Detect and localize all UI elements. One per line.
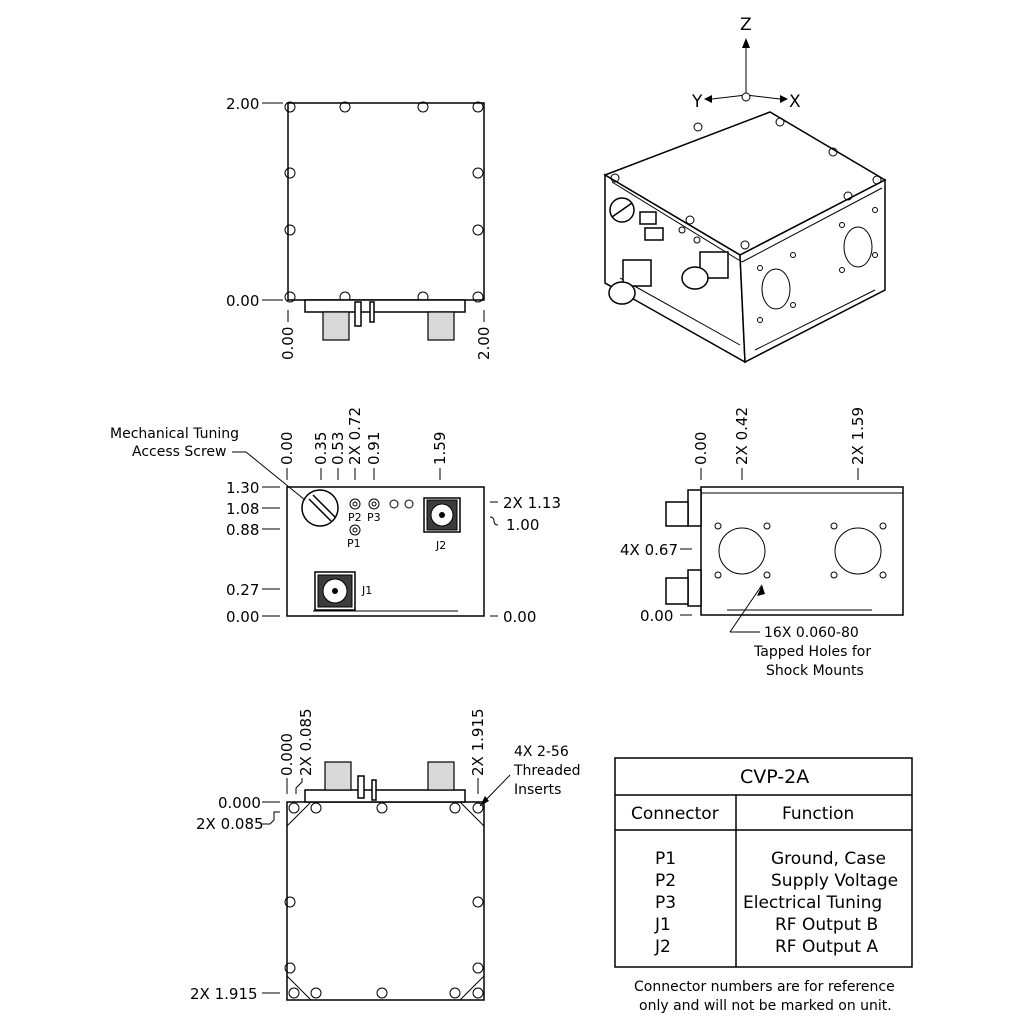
isometric-view xyxy=(605,15,885,362)
bottom-dim-x-0: 0.000 xyxy=(278,733,296,776)
axis-y-label: Y xyxy=(692,92,703,112)
side-callout-line3: Shock Mounts xyxy=(766,663,864,679)
top-view xyxy=(226,95,493,360)
label-p1: P1 xyxy=(347,537,361,550)
table-row-connector: P2 xyxy=(655,871,677,891)
table-row-function: RF Output B xyxy=(775,915,879,935)
bottom-view-screws xyxy=(285,803,483,998)
side-view xyxy=(620,407,903,679)
axis-z-label: Z xyxy=(740,15,752,35)
table-row-connector: P3 xyxy=(655,893,677,913)
bottom-dim-x-1: 2X 0.085 xyxy=(297,708,315,776)
label-j2: J2 xyxy=(436,539,447,552)
side-dim-y-0: 4X 0.67 xyxy=(620,541,678,559)
front-dim-right-2: 0.00 xyxy=(503,608,537,626)
side-dim-x-2: 2X 1.59 xyxy=(849,407,867,465)
front-dim-right-1: 1.00 xyxy=(506,516,540,534)
table-row-connector: J1 xyxy=(655,915,671,935)
front-dim-y-2: 0.88 xyxy=(226,521,260,539)
tuning-screw xyxy=(302,490,338,526)
bottom-view-outline xyxy=(287,802,484,1000)
table-row-function: Supply Voltage xyxy=(771,871,899,891)
bottom-dim-y-1: 2X 0.085 xyxy=(196,815,264,833)
label-p2: P2 xyxy=(348,511,362,524)
label-p3: P3 xyxy=(367,511,381,524)
front-callout-line1: Mechanical Tuning xyxy=(110,426,240,442)
bottom-callout-line1: 4X 2-56 xyxy=(514,744,569,760)
table-row-function: Ground, Case xyxy=(771,849,886,869)
front-dim-right-0: 2X 1.13 xyxy=(503,494,561,512)
table-header-function: Function xyxy=(782,804,855,824)
table-row-connector: P1 xyxy=(655,849,677,869)
side-dim-x-1: 2X 0.42 xyxy=(733,407,751,465)
front-dim-x-5: 1.59 xyxy=(431,431,449,465)
connector-table xyxy=(615,758,912,967)
front-dim-y-4: 0.00 xyxy=(226,608,260,626)
side-callout-line2: Tapped Holes for xyxy=(754,644,872,660)
bottom-callout-line2: Threaded xyxy=(514,763,581,779)
front-callout-line2: Access Screw xyxy=(132,444,227,460)
front-dim-y-0: 1.30 xyxy=(226,479,260,497)
front-view xyxy=(110,407,561,626)
side-dim-y-1: 0.00 xyxy=(640,607,674,625)
table-row-connector: J2 xyxy=(655,937,671,957)
side-dim-x-0: 0.00 xyxy=(692,431,710,465)
front-dim-x-0: 0.00 xyxy=(278,431,296,465)
front-dim-y-3: 0.27 xyxy=(226,581,260,599)
label-j1: J1 xyxy=(362,584,373,597)
connector-j1 xyxy=(315,572,355,610)
side-view-outline xyxy=(701,487,903,615)
top-dim-y-bottom: 0.00 xyxy=(226,292,260,310)
top-dim-x-right: 2.00 xyxy=(475,326,493,360)
side-hole-left xyxy=(719,528,765,574)
top-dim-x-left: 0.00 xyxy=(279,326,297,360)
bottom-view xyxy=(190,708,580,1003)
table-title: CVP-2A xyxy=(740,766,810,788)
bottom-callout-line3: Inserts xyxy=(514,782,562,798)
top-view-screws xyxy=(285,102,483,302)
front-dim-x-3: 2X 0.72 xyxy=(346,407,364,465)
side-callout-line1: 16X 0.060-80 xyxy=(764,625,859,641)
side-hole-right xyxy=(835,528,881,574)
footnote-line1: Connector numbers are for reference xyxy=(634,979,895,995)
front-dim-y-1: 1.08 xyxy=(226,500,260,518)
front-dim-x-4: 0.91 xyxy=(365,431,383,465)
front-dim-x-2: 0.53 xyxy=(329,431,347,465)
bottom-dim-x-2: 2X 1.915 xyxy=(469,708,487,776)
bottom-dim-y-0: 0.000 xyxy=(218,794,261,812)
bottom-dim-y-2: 2X 1.915 xyxy=(190,985,258,1003)
top-view-outline xyxy=(288,103,484,300)
table-header-connector: Connector xyxy=(631,804,719,824)
axis-indicator xyxy=(691,15,801,112)
front-dim-x-1: 0.35 xyxy=(312,431,330,465)
connector-j2 xyxy=(424,498,460,532)
table-row-function: RF Output A xyxy=(775,937,879,957)
footnote-line2: only and will not be marked on unit. xyxy=(639,998,892,1014)
table-row-function: Electrical Tuning xyxy=(743,893,883,913)
top-dim-y-top: 2.00 xyxy=(226,95,260,113)
axis-x-label: X xyxy=(789,92,801,112)
